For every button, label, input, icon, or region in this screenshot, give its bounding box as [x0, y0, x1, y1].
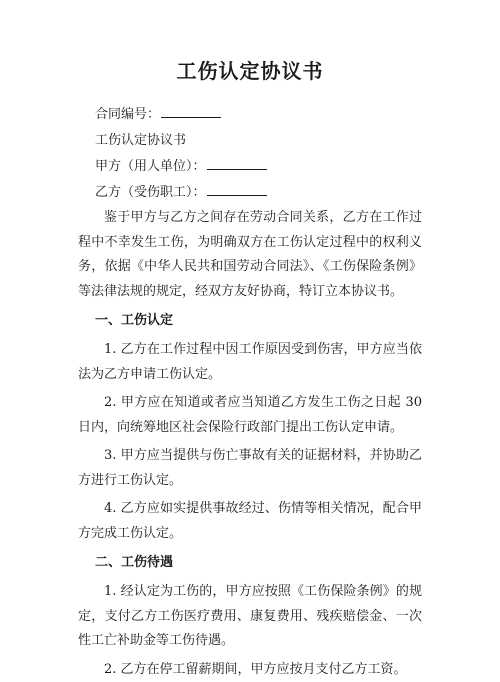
clause-1-3: 3. 甲方应当提供与伤亡事故有关的证据材料，并协助乙方进行工伤认定。 — [78, 444, 422, 493]
party-b-field — [78, 180, 422, 206]
party-a-blank[interactable] — [207, 156, 267, 170]
clause-2-2: 2. 乙方在停工留薪期间，甲方应按月支付乙方工资。 — [78, 658, 422, 682]
section-heading-work-injury-recognition: 一、工伤认定 — [78, 308, 422, 334]
contract-number-label: 合同编号： — [95, 107, 160, 122]
clause-1-1: 1. 乙方在工作过程中因工作原因受到伤害，甲方应当依法为乙方申请工伤认定。 — [78, 338, 422, 387]
document-name-line: 工伤认定协议书 — [78, 128, 422, 154]
preamble-paragraph: 鉴于甲方与乙方之间存在劳动合同关系，乙方在工作过程中不幸发生工伤，为明确双方在工伤认定过程中的权利义务，依据《中华人民共和国劳动合同法》、《工伤保险条例》等法律法规的规定，经双方友好协商，特订立本协议书。 — [78, 206, 422, 304]
party-a-field — [78, 154, 422, 180]
clause-1-2: 2. 甲方应在知道或者应当知道乙方发生工伤之日起 30 日内，向统筹地区社会保险行政部门提出工伤认定申请。 — [78, 391, 422, 440]
party-b-label: 乙方（受伤职工）： — [95, 185, 206, 200]
contract-number-blank[interactable] — [161, 104, 221, 118]
party-b-blank[interactable] — [207, 182, 267, 196]
section-heading-work-injury-benefits: 二、工伤待遇 — [78, 550, 422, 576]
clause-1-4: 4. 乙方应如实提供事故经过、伤情等相关情况，配合甲方完成工伤认定。 — [78, 497, 422, 546]
clause-2-1: 1. 经认定为工伤的，甲方应按照《工伤保险条例》的规定，支付乙方工伤医疗费用、康复费用、残疾赔偿金、一次性工亡补助金等工伤待遇。 — [78, 580, 422, 654]
document-title: 工伤认定协议书 — [78, 56, 422, 86]
party-a-label: 甲方（用人单位）： — [95, 159, 206, 174]
contract-number-field — [78, 102, 422, 128]
